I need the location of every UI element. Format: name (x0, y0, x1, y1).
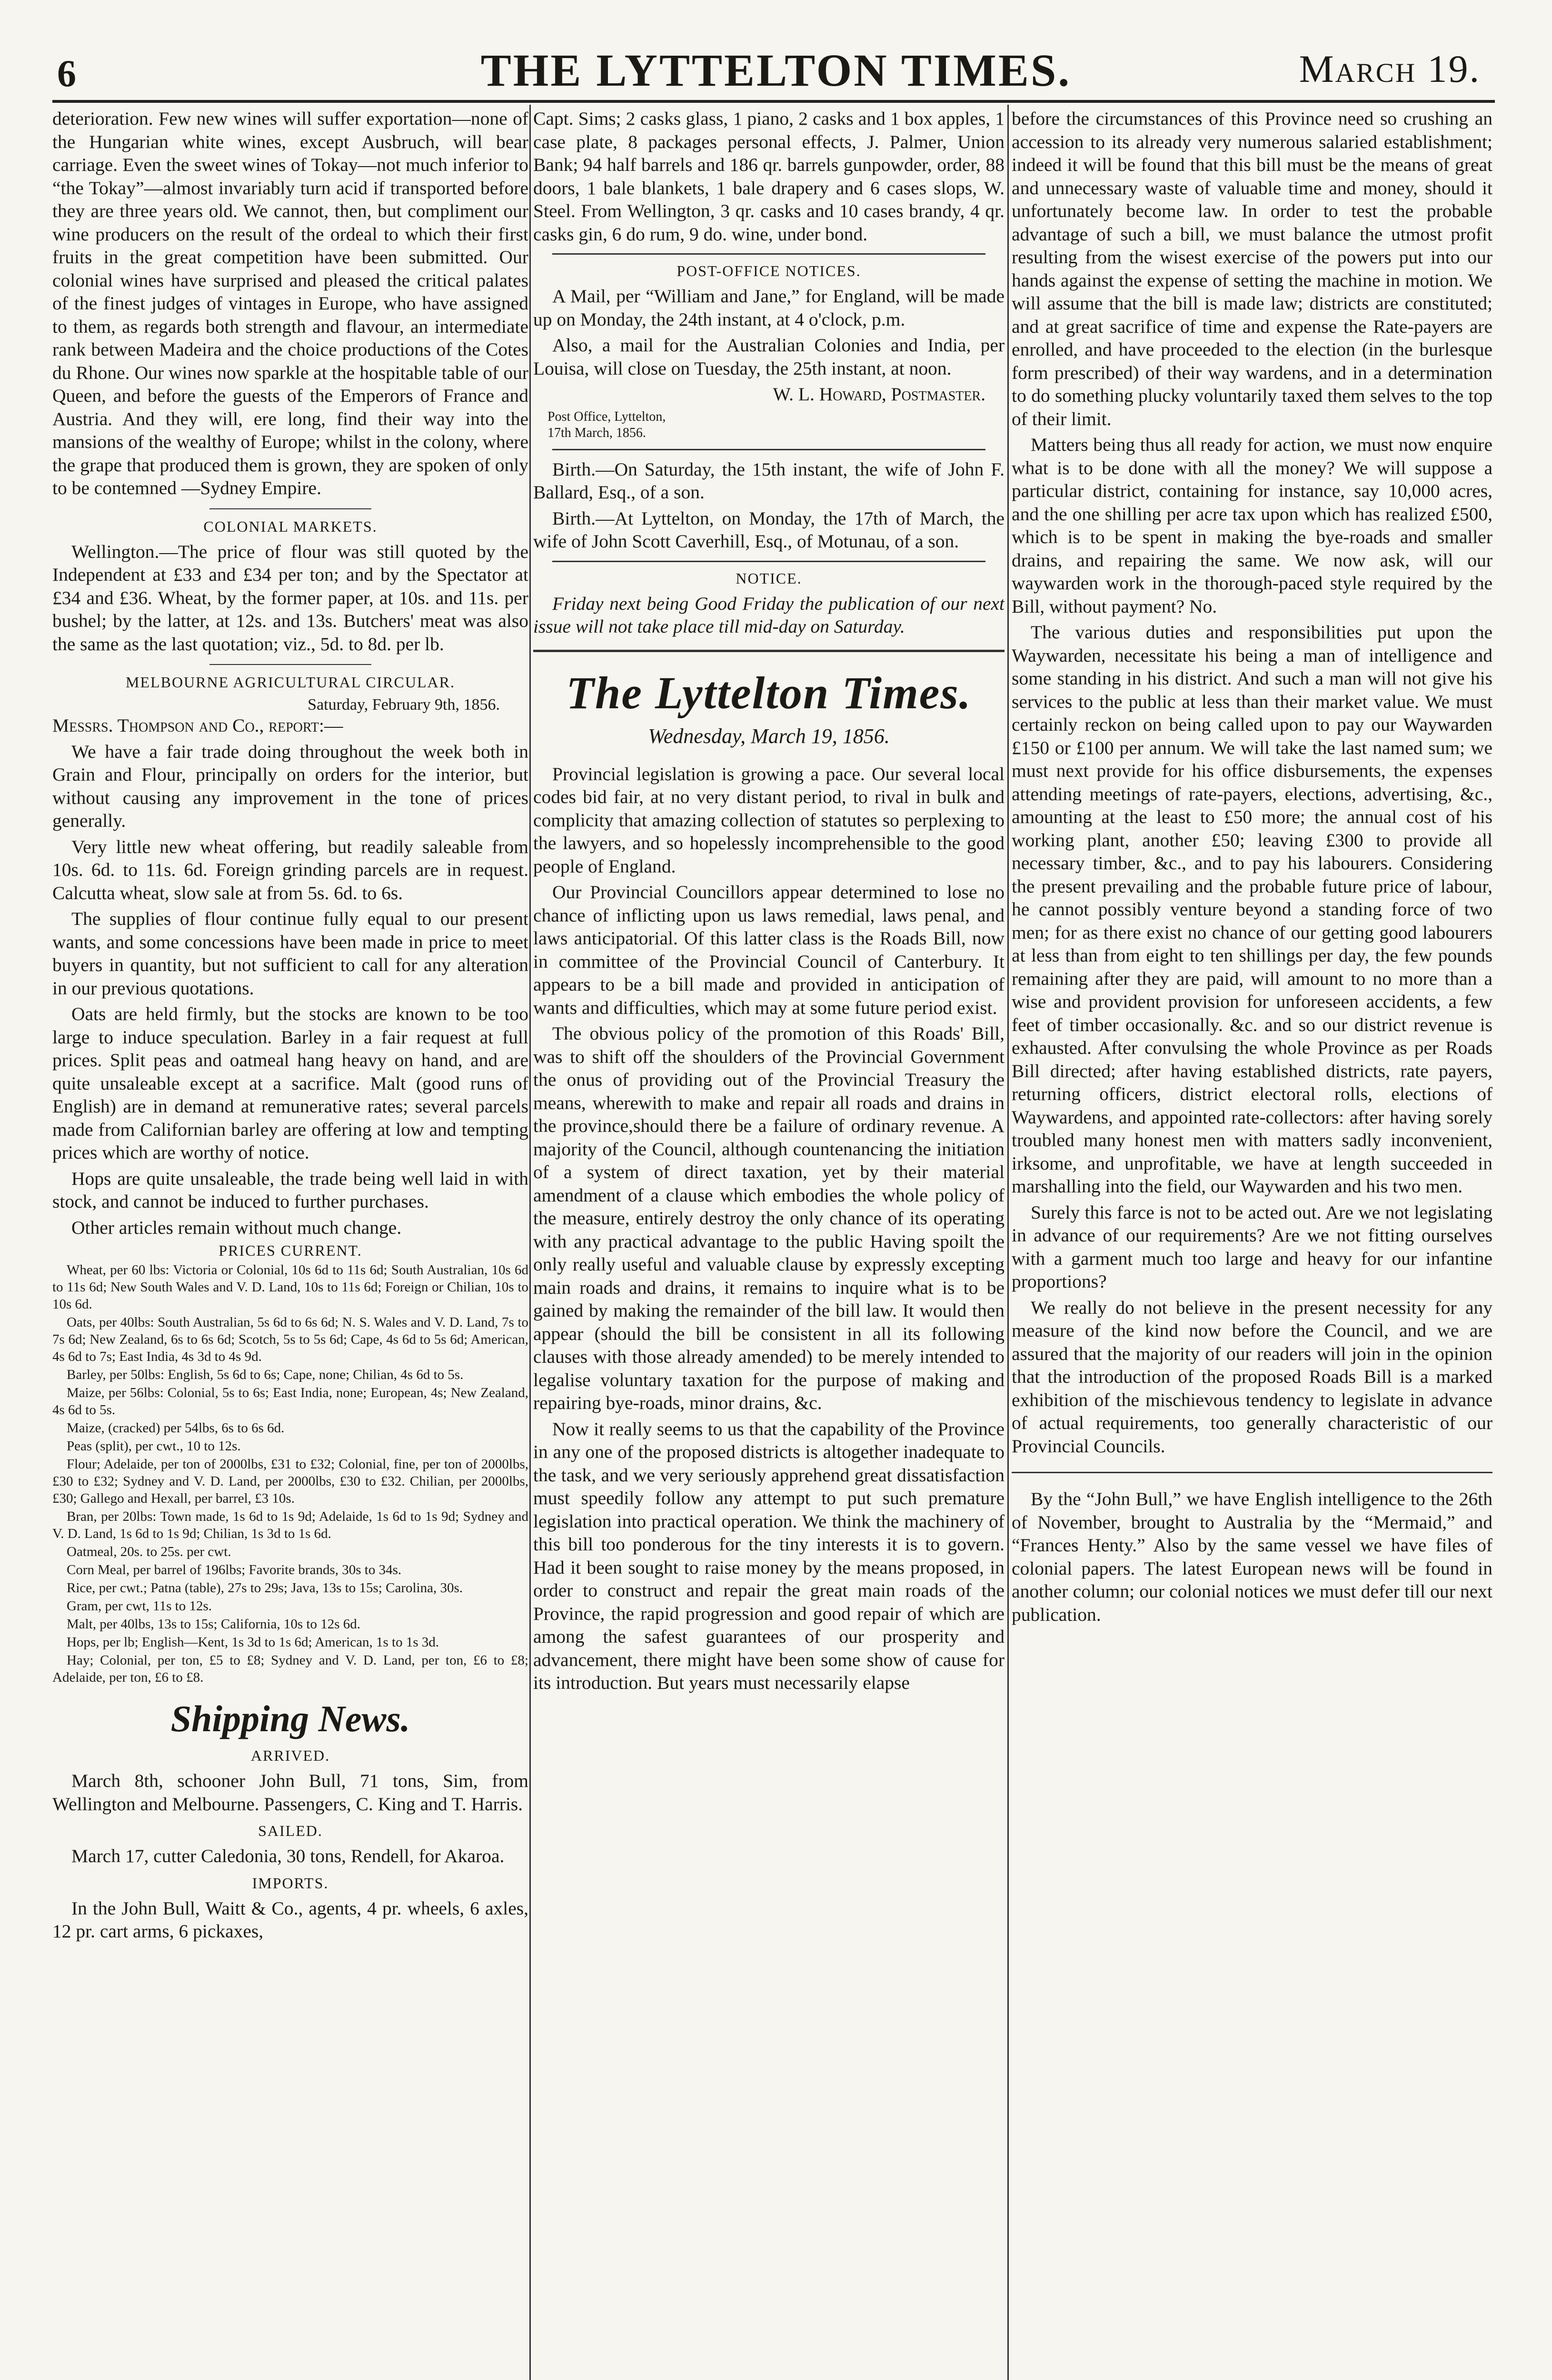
market-paragraph: Very little new wheat offering, but readily saleable from 10s. 6d. to 11s. 6d. Foreign grinding parcels are in request. Calcutta wheat, slow sale at from 5s. 6d. to 6s. (52, 836, 528, 903)
column-divider (529, 105, 531, 2380)
price-item: Peas (split), per cwt., 10 to 12s. (67, 1438, 241, 1454)
birth-notice: Birth.—On Saturday, the 15th instant, the wife of John F. Ballard, Esq., of a son. (533, 458, 1005, 503)
post-office-date: 17th March, 1856. (547, 425, 646, 440)
imports-heading: IMPORTS. (252, 1874, 329, 1892)
market-paragraph: We have a fair trade doing throughout the week both in Grain and Flour, principally on orders for the interior, but without causing any improvement in the tone of prices generally. (52, 741, 528, 831)
editorial-paragraph: Provincial legislation is growing a pace. Our several local codes bid fair, at no very distant period, to rival in bulk and complicity that amazing collection of statutes so perplexing to the lawyers, and so hopelessly incomprehensible to the good people of England. (533, 763, 1005, 877)
post-notice: A Mail, per “William and Jane,” for England, will be made up on Monday, the 24th instant, at 4 o'clock, p.m. (533, 286, 1005, 330)
price-item: Malt, per 40lbs, 13s to 15s; California, 10s to 12s 6d. (67, 1616, 361, 1632)
price-item: Maize, (cracked) per 54lbs, 6s to 6s 6d. (67, 1420, 285, 1436)
shipping-news-heading: Shipping News. (170, 1698, 410, 1739)
colonial-markets-heading: COLONIAL MARKETS. (203, 517, 378, 535)
market-paragraph: The supplies of flour continue fully equal to our present wants, and some concessions have been made in price to meet buyers in quantity, but not sufficient to call for any alteration in our previous quotations. (52, 908, 528, 999)
price-item: Oatmeal, 20s. to 25s. per cwt. (67, 1544, 231, 1559)
market-paragraph: Other articles remain without much change. (71, 1217, 402, 1238)
price-item: Gram, per cwt, 11s to 12s. (67, 1598, 212, 1614)
post-office-heading: POST-OFFICE NOTICES. (677, 262, 861, 279)
sailed-heading: SAILED. (258, 1822, 323, 1839)
prices-list (52, 1261, 528, 1686)
divider (533, 650, 1005, 652)
editorial-paragraph: Surely this farce is not to be acted out. Are we not legislating in advance of our requirements? Are we not fitting ourselves with a garment much too large and heavy for our infantine proportions? (1012, 1201, 1492, 1292)
divider (552, 449, 985, 450)
editorial-dateline: Wednesday, March 19, 1856. (648, 724, 890, 748)
editorial-paragraph: We really do not believe in the present necessity for any measure of the kind now before the Council, and we are assured that the majority of our readers will join in the opinion that the introduction of the proposed Roads Bill is a marked exhibition of the mischievous tendency to legislate in advance of actual requirements, too generally characteristic of our Provincial Councils. (1012, 1297, 1492, 1457)
post-office-location: Post Office, Lyttelton, (547, 409, 666, 424)
masthead (0, 0, 1552, 109)
editorial-paragraph: Now it really seems to us that the capability of the Province in any one of the proposed districts is altogether inadequate to the task, and we very seriously apprehend great dissatisfaction must speedily follow any attempt to put such premature legislation into practical operation. We think the machinery of this bill too ponderous for the tiny interests it is to govern. Had it been sought to raise money by the means proposed, in order to construct and repair the great main roads of the Province, the rapid progression and good repair of which are among the safest guarantees of our prosperity and advancement, there might have been some show of cause for its introduction. But years must necessarily elapse (533, 1418, 1005, 1693)
postmaster-signature: W. L. Howard, Postmaster. (773, 384, 985, 405)
wine-article: deterioration. Few new wines will suffer exportation—none of the Hungarian white wines, except Ausbruch, will bear carriage. Even the sweet wines of Tokay—not much inferior to “the Tokay”—almost invariably turn acid if transported before they are three years old. We cannot, then, but compliment our wine producers on the result of the ordeal to which their first fruits in the great competition have been submitted. Our colonial wines have surprised and pleased the critical palates of the finest judges of vintages in Europe, who have assigned to them, as regards both strength and flavour, an intermediate rank between Madeira and the choice productions of the Cotes du Rhone. Our wines now sparkle at the hospitable table of our Queen, and before the guests of the Emperors of France and Austria. And they will, ere long, find their way into the mansions of the wealthy of Europe; whilst in the colony, where the grape that produced them is grown, they are spoken of only to be contemned —Sydney Empire. (52, 108, 528, 498)
editorial-paragraph: The various duties and responsibilities put upon the Waywarden, necessitate his being a man of intelligence and some standing in his district. And such a man will not give his services to the public at less than their market value. We must certainly reckon on being called upon to pay our Waywarden £150 or £100 per annum. We will take the last named sum; we must next provide for his office disbursements, the expenses attending meetings of rate-payers, elections, advertising, &c., amounting at the least to £50 more; the annual cost of his working plant, another £50; leaving £300 to provide all necessary timber, &c., and to pay his labourers. Considering the present prevailing and the probable future price of labour, he cannot possibly venture beyond a standing force of two men; for as there exist no chance of our getting good labourers at less than from eight to ten shillings per day, the few pounds remaining after they are paid, will amount to no more than a wise and provident provision for unforeseen accidents, a few feet of timber occasionally. &c. and so our district revenue is exhausted. After convulsing the whole Province as per Roads Bill directed; after having established districts, rate payers, returning officers, district electoral rolls, elections of Waywardens, and appointed rate-collectors: after having sorely troubled many honest men with matters sadly inconvenient, irksome, and unprofitable, we have at length succeeded in marshalling into the field, our Waywarden and his two men. (1012, 622, 1492, 1197)
melbourne-circular-heading: MELBOURNE AGRICULTURAL CIRCULAR. (126, 674, 455, 691)
editorial-paragraph: Matters being thus all ready for action, we must now enquire what is to be done with all the money? We will suppose a particular district, containing for instance, say 10,000 acres, and the one shilling per acre tax upon which has realized £500, which is to be spent in making the bye-roads and smaller drains, and repairing the same. We now ask, will our waywarden work in the thorough-paced style required by the Bill, without payment? No. (1012, 434, 1492, 617)
divider (209, 508, 371, 509)
melbourne-date: Saturday, February 9th, 1856. (308, 696, 500, 714)
column-1 (52, 107, 528, 2380)
price-item: Maize, per 56lbs: Colonial, 5s to 6s; East India, none; European, 4s; New Zealand, 4s 6d to 5s. (52, 1385, 528, 1418)
price-item: Wheat, per 60 lbs: Victoria or Colonial, 10s 6d to 11s 6d; South Australian, 10s 6d to 11s 6d; New South Wales and V. D. Land, 10s to 11s 6d; Foreign or Chilian, 10s to 10s 6d. (52, 1262, 528, 1312)
notice-heading: NOTICE. (736, 569, 802, 587)
editorial-paragraph: before the circumstances of this Province need so crushing an accession to its already very numerous salaried establishment; indeed it will be found that this bill must be the means of great and unnecessary waste of valuable time and money, should it unfortunately become law. In order to test the probable advantage of such a bill, we must balance the utmost profit resulting from the wisest exercise of the powers put into our hands against the expense of setting the machine in motion. We will assume that the bill is made law; districts are constituted; and at great sacrifice of time and expense the Rate-payers are enrolled, and have proceeded to the election (in the burlesque form prescribed) of their way wardens, and in a determination to do something plucky voluntarily taxed them selves to the top of their limit. (1012, 108, 1492, 429)
imports-entry: In the John Bull, Waitt & Co., agents, 4 pr. wheels, 6 axles, 12 pr. cart arms, 6 pickaxes, (52, 1897, 528, 1942)
price-item: Oats, per 40lbs: South Australian, 5s 6d to 6s 6d; N. S. Wales and V. D. Land, 7s to 7s 6d; New Zealand, 6s to 6s 6d; Scotch, 5s to 5s 6d; Cape, 4s 6d to 5s 6d; American, 4s 6d to 7s; East India, 4s 3d to 4s 9d. (52, 1315, 528, 1364)
column-2 (533, 107, 1005, 2380)
issue-date: March 19. (1299, 47, 1481, 90)
arrived-heading: ARRIVED. (250, 1747, 330, 1764)
notice-text: Friday next being Good Friday the publication of our next issue will not take place till mid-day on Saturday. (533, 593, 1005, 637)
melbourne-firm: Messrs. Thompson and Co., report:— (52, 715, 343, 736)
cargo-list: Capt. Sims; 2 casks glass, 1 piano, 2 casks and 1 box apples, 1 case plate, 8 packages personal effects, J. Palmer, Union Bank; 94 half barrels and 186 qr. barrels gunpowder, order, 88 doors, 1 bale blankets, 1 bale drapery and 6 cases slops, W. Steel. From Wellington, 3 qr. casks and 10 cases brandy, 4 qr. casks gin, 6 do rum, 9 do. wine, under bond. (533, 108, 1005, 245)
arrived-entry: March 8th, schooner John Bull, 71 tons, Sim, from Wellington and Melbourne. Passengers, C. King and T. Harris. (52, 1770, 528, 1815)
john-bull-news: By the “John Bull,” we have English intelligence to the 26th of November, brought to Australia by the “Mermaid,” and “Frances Henty.” Also by the same vessel we have files of colonial papers. The latest European news will be found in another column; our colonial notices we must defer till our next publication. (1012, 1488, 1492, 1625)
divider (1012, 1472, 1492, 1473)
price-item: Corn Meal, per barrel of 196lbs; Favorite brands, 30s to 34s. (67, 1562, 402, 1577)
column-divider (1007, 105, 1009, 2380)
market-paragraph: Oats are held firmly, but the stocks are known to be too large to induce speculation. Barley in a fair request at full prices. Split peas and oatmeal hang heavy on hand, and are quite unsaleable except at a sacrifice. Malt (good runs of English) are in demand at remunerative rates; several parcels made from Californian barley are offering at low and tempting prices which are worthy of notice. (52, 1003, 528, 1163)
price-item: Bran, per 20lbs: Town made, 1s 6d to 1s 9d; Adelaide, 1s 6d to 1s 9d; Sydney and V. D. Land, 1s 6d to 1s 9d; Chilian, 1s 3d to 1s 6d. (52, 1509, 528, 1541)
wellington-report: Wellington.—The price of flour was still quoted by the Independent at £33 and £34 per ton; and by the Spectator at £34 and £36. Wheat, by the former paper, at 10s. and 11s. per bushel; by the latter, at 12s. and 13s. Butchers' meat was also the same as the last quotation; viz., 5d. to 8d. per lb. (52, 541, 528, 654)
divider (552, 561, 985, 562)
editorial-paragraph: The obvious policy of the promotion of this Roads' Bill, was to shift off the shoulders of the Provincial Government the onus of providing out of the Provincial Treasury the means, wherewith to make and repair all roads and drains in the province,should there be a failure of ordinary revenue. A majority of the Council, although countenancing the initiation of a system of direct taxation, yet by their material amendment of a clause which embodies the whole policy of the measure, entirely destroy the only chance of its operating with any practical advantage to the public Having spoilt the only really useful and valuable clause by expressly excepting main roads and drains, it remains to inquire what is to be gained by making the remainder of the bill law. It would then appear (should the bill be consistent in all its following clauses with those already amended) to be merely intended to legalise voluntary taxation for the purpose of making and repairing bye-roads, minor drains, &c. (533, 1023, 1005, 1413)
prices-current-heading: PRICES CURRENT. (219, 1242, 362, 1259)
price-item: Flour; Adelaide, per ton of 2000lbs, £31 to £32; Colonial, fine, per ton of 2000lbs, £30 to £32; Sydney and V. D. Land, per 2000lbs, £30 to £32. Chilian, per 2000lbs, £30; Gallego and Hexall, per barrel, £3 10s. (52, 1457, 528, 1506)
market-paragraph: Hops are quite unsaleable, the trade being well laid in with stock, and cannot be induced to further purchases. (52, 1168, 528, 1212)
price-item: Hay; Colonial, per ton, £5 to £8; Sydney and V. D. Land, per ton, £6 to £8; Adelaide, per ton, £6 to £8. (52, 1653, 528, 1685)
price-item: Rice, per cwt.; Patna (table), 27s to 29s; Java, 13s to 15s; Carolina, 30s. (67, 1580, 463, 1596)
editorial-paragraph: Our Provincial Councillors appear determined to lose no chance of inflicting upon us laws remedial, laws penal, and laws anticipatorial. Of this latter class is the Roads Bill, now in committee of the Provincial Council of Canterbury. It appears to be a bill made and provided in anticipation of wants and difficulties, which may at some future period exist. (533, 882, 1005, 1018)
post-notice: Also, a mail for the Australian Colonies and India, per Louisa, will close on Tuesday, the 25th instant, at noon. (533, 335, 1005, 379)
sailed-entry: March 17, cutter Caledonia, 30 tons, Rendell, for Akaroa. (71, 1845, 505, 1866)
masthead-rule (52, 100, 1495, 103)
price-item: Hops, per lb; English—Kent, 1s 3d to 1s 6d; American, 1s to 1s 3d. (67, 1635, 439, 1650)
divider (552, 253, 985, 255)
birth-notice: Birth.—At Lyttelton, on Monday, the 17th of March, the wife of John Scott Caverhill, Esq., of Motunau, of a son. (533, 507, 1005, 552)
page-number: 6 (57, 53, 76, 95)
editorial-title: The Lyttelton Times. (566, 667, 972, 718)
column-3 (1012, 107, 1492, 2380)
price-item: Barley, per 50lbs: English, 5s 6d to 6s; Cape, none; Chilian, 4s 6d to 5s. (67, 1367, 464, 1382)
divider (209, 664, 371, 665)
newspaper-title: THE LYTTELTON TIMES. (480, 45, 1072, 96)
